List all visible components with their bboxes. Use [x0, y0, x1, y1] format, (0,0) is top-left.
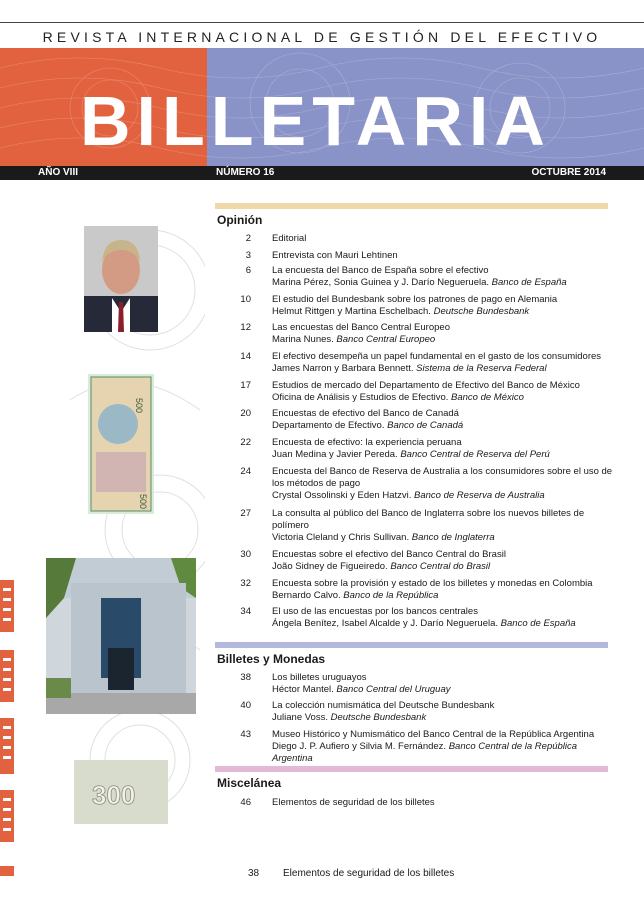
toc-organization: Banco Central del Uruguay	[336, 684, 451, 695]
banknote-image	[88, 374, 154, 514]
toc-authors: Helmut Rittgen y Martina Eschelbach.	[272, 306, 431, 317]
toc-page-number: 2	[245, 233, 251, 244]
toc-byline	[272, 712, 617, 724]
page-footer	[0, 864, 644, 884]
footer-title: Elementos de seguridad de los billetes	[283, 868, 455, 879]
section-title: Miscelánea	[217, 776, 282, 790]
toc-article-title: Encuestas sobre el efectivo del Banco Central do Brasil	[272, 549, 506, 560]
section-1	[215, 642, 608, 666]
toc-text	[272, 729, 617, 765]
toc-authors: Marina Pérez, Sonia Guinea y J. Darío Negueruela.	[272, 277, 490, 288]
toc-article-title: Museo Histórico y Numismático del Banco Central de la República Argentina	[272, 729, 595, 740]
toc-text	[272, 549, 617, 573]
toc-text	[272, 508, 617, 544]
toc-byline	[272, 334, 617, 346]
toc-text	[272, 265, 617, 289]
toc-organization: Banco de Canadá	[387, 420, 464, 431]
toc-page-number: 6	[245, 265, 251, 276]
portrait-photo	[84, 226, 158, 332]
toc-article-title: Encuestas de efectivo del Banco de Canadá	[272, 408, 459, 419]
toc-article-title: Las encuestas del Banco Central Europeo	[272, 322, 450, 333]
toc-page-number: 22	[240, 437, 251, 448]
issue-year: AÑO VIII	[38, 167, 79, 178]
toc-authors: Héctor Mantel.	[272, 684, 334, 695]
toc-authors: João Sidney de Figueiredo.	[272, 561, 388, 572]
toc-organization: Deutsche Bundesbank	[330, 712, 427, 723]
toc-text	[272, 606, 617, 630]
toc-text	[272, 797, 617, 809]
toc-byline	[272, 490, 617, 502]
toc-byline	[272, 306, 617, 318]
section-bar	[215, 642, 608, 648]
toc-authors: Ángela Benítez, Isabel Alcalde y J. Darío Negueruela.	[272, 618, 499, 629]
toc-authors: Crystal Ossolinski y Eden Hatzvi.	[272, 490, 412, 501]
toc-byline	[272, 561, 617, 573]
toc-page-number: 17	[240, 380, 251, 391]
toc-authors: Departamento de Efectivo.	[272, 420, 385, 431]
toc-text	[272, 233, 617, 245]
section-bar	[215, 203, 608, 209]
toc-authors: Diego J. P. Aufiero y Silvia M. Fernández.	[272, 741, 447, 752]
toc-organization: Banco de Reserva de Australia	[414, 490, 545, 501]
toc-text	[272, 380, 617, 404]
toc-organization: Banco Central de Reserva del Perú	[400, 449, 550, 460]
toc-page-number: 12	[240, 322, 251, 333]
toc-article-title: Encuesta de efectivo: la experiencia peruana	[272, 437, 462, 448]
section-0	[215, 203, 608, 227]
toc-page-number: 10	[240, 294, 251, 305]
side-tab-4	[0, 790, 14, 842]
toc-page-number: 38	[240, 672, 251, 683]
toc-article-title: El estudio del Bundesbank sobre los patrones de pago en Alemania	[272, 294, 558, 305]
toc-article-title: Estudios de mercado del Departamento de Efectivo del Banco de México	[272, 380, 580, 391]
toc-text	[272, 437, 617, 461]
toc-authors: Juan Medina y Javier Pereda.	[272, 449, 398, 460]
toc-article-title: Los billetes uruguayos	[272, 672, 367, 683]
toc-organization: Banco de España	[500, 618, 576, 629]
toc-byline	[272, 684, 617, 696]
toc-article-title: Editorial	[272, 233, 307, 244]
side-tab-2	[0, 650, 14, 702]
toc-article-title: Elementos de seguridad de los billetes	[272, 797, 435, 808]
toc-text	[272, 294, 617, 318]
toc-text	[272, 672, 617, 696]
toc-byline	[272, 618, 617, 630]
toc-byline	[272, 363, 617, 375]
section-bar	[215, 766, 608, 772]
issue-info-bar	[0, 166, 644, 180]
security-feature-image	[74, 760, 168, 824]
section-2	[215, 766, 608, 790]
toc-organization: Deutsche Bundesbank	[433, 306, 530, 317]
toc-text	[272, 700, 617, 724]
toc-article-title: La consulta al público del Banco de Inglaterra sobre los nuevos billetes de polímero	[272, 508, 585, 531]
toc-organization: Banco Central de la República Argentina	[272, 741, 578, 764]
toc-authors: Juliane Voss.	[272, 712, 328, 723]
toc-article-title: El efectivo desempeña un papel fundamental en el gasto de los consumidores	[272, 351, 602, 362]
side-tab-1	[0, 580, 14, 632]
toc-byline	[272, 420, 617, 432]
toc-page-number: 46	[240, 797, 251, 808]
toc-page-number: 3	[245, 250, 251, 261]
toc-organization: Banco de la República	[343, 590, 439, 601]
toc-article-title: Encuesta del Banco de Reserva de Australia a los consumidores sobre el uso de los métodos de pago	[272, 466, 613, 489]
masthead-banner	[0, 48, 644, 166]
toc-organization: Banco de Inglaterra	[411, 532, 495, 543]
svg-text:500: 500	[134, 398, 144, 414]
toc-byline	[272, 392, 617, 404]
toc-page-number: 34	[240, 606, 251, 617]
toc-article-title: Entrevista con Mauri Lehtinen	[272, 250, 398, 261]
toc-byline	[272, 741, 617, 765]
toc-text	[272, 578, 617, 602]
footer-page-number: 38	[248, 868, 260, 879]
toc-article-title: Encuesta sobre la provisión y estado de los billetes y monedas en Colombia	[272, 578, 593, 589]
toc-organization: Banco de México	[451, 392, 524, 403]
toc-text	[272, 322, 617, 346]
toc-page-number: 20	[240, 408, 251, 419]
side-tab-3	[0, 718, 14, 774]
toc-page-number: 30	[240, 549, 251, 560]
magazine-subtitle: REVISTA INTERNACIONAL DE GESTIÓN DEL EFECTIVO	[42, 29, 602, 45]
toc-text	[272, 408, 617, 432]
toc-authors: James Narron y Barbara Bennett.	[272, 363, 414, 374]
museum-building-photo	[46, 558, 196, 714]
toc-page-number: 43	[240, 729, 251, 740]
toc-byline	[272, 590, 617, 602]
toc-text	[272, 466, 617, 502]
toc-authors: Oficina de Análisis y Estudios de Efectivo.	[272, 392, 449, 403]
toc-authors: Bernardo Calvo.	[272, 590, 341, 601]
toc-page-number: 14	[240, 351, 251, 362]
issue-date: OCTUBRE 2014	[531, 167, 606, 178]
svg-text:500: 500	[138, 494, 148, 510]
toc-article-title: La encuesta del Banco de España sobre el efectivo	[272, 265, 489, 276]
toc-text	[272, 250, 617, 262]
toc-page-number: 27	[240, 508, 251, 519]
toc-authors: Marina Nunes.	[272, 334, 334, 345]
toc-organization: Banco Central Europeo	[336, 334, 436, 345]
toc-organization: Banco de España	[491, 277, 567, 288]
section-title: Billetes y Monedas	[217, 652, 326, 666]
toc-organization: Sistema de la Reserva Federal	[416, 363, 547, 374]
toc-byline	[272, 277, 617, 289]
toc-byline	[272, 532, 617, 544]
toc-byline	[272, 449, 617, 461]
toc-page-number: 32	[240, 578, 251, 589]
toc-page-number: 40	[240, 700, 251, 711]
top-rule	[0, 0, 644, 23]
section-title: Opinión	[217, 213, 263, 227]
toc-article-title: El uso de las encuestas por los bancos centrales	[272, 606, 478, 617]
toc-article-title: La colección numismática del Deutsche Bundesbank	[272, 700, 495, 711]
toc-authors: Victoria Cleland y Chris Sullivan.	[272, 532, 410, 543]
toc-organization: Banco Central do Brasil	[390, 561, 491, 572]
issue-number: NÚMERO 16	[216, 167, 275, 178]
brand-title: BILLETARIA	[80, 82, 551, 160]
svg-text:300: 300	[92, 780, 136, 810]
toc-page-number: 24	[240, 466, 251, 477]
toc-text	[272, 351, 617, 375]
